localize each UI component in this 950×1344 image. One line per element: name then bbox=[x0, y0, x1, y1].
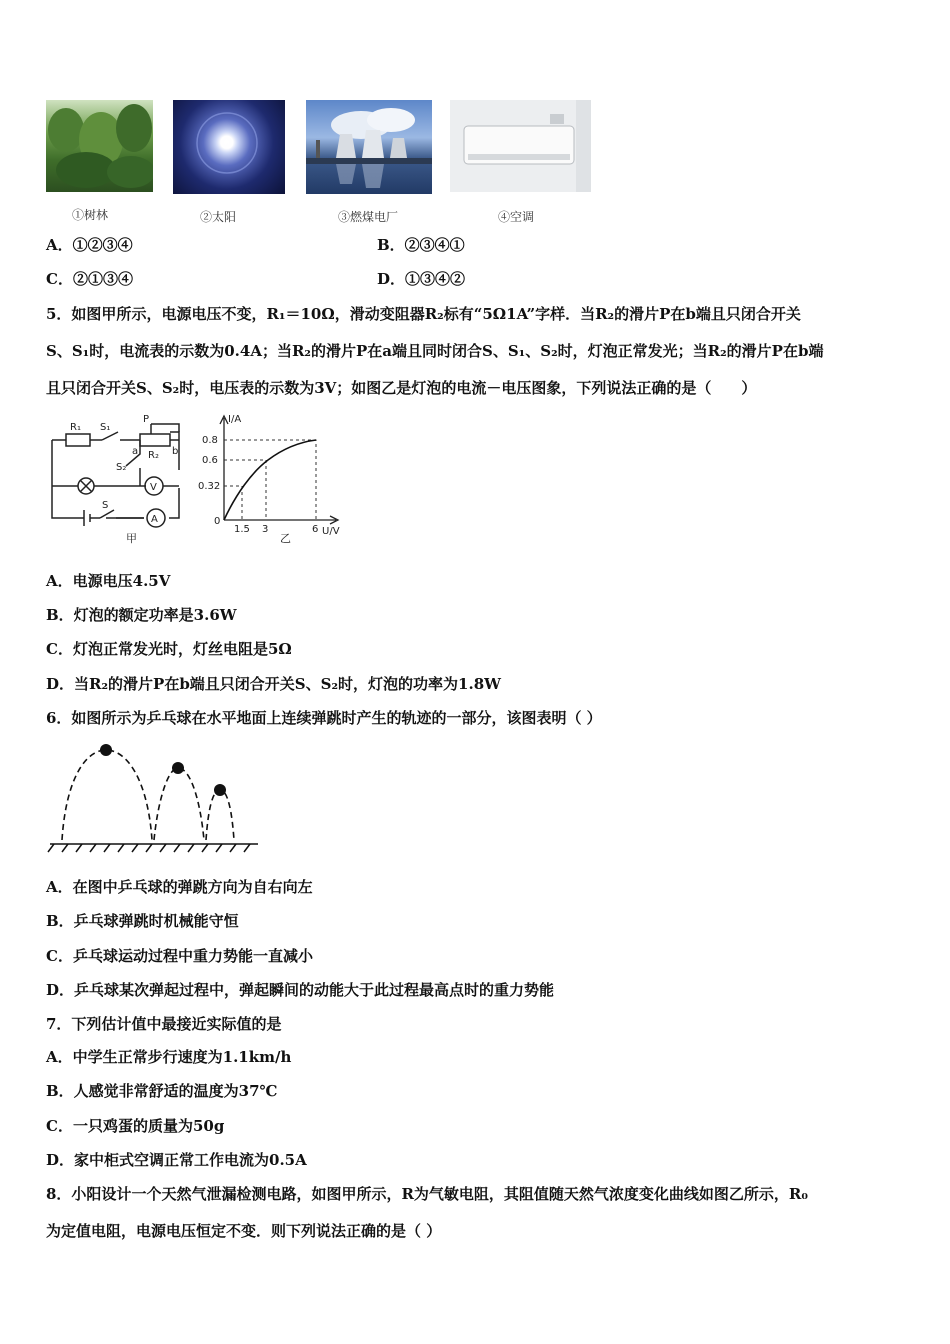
q8-stem-line-2: 为定值电阻，电源电压恒定不变．则下列说法正确的是（ ） bbox=[46, 1222, 442, 1240]
q5-option-b: B．灯泡的额定功率是3.6W bbox=[46, 606, 237, 624]
air-conditioner-photo bbox=[450, 100, 591, 192]
label-a: a bbox=[132, 446, 139, 457]
sun-photo bbox=[173, 100, 285, 194]
ground-icon bbox=[48, 844, 258, 852]
image-caption-4: ④空调 bbox=[498, 210, 535, 224]
xtick-1.5: 1.5 bbox=[234, 524, 250, 535]
label-s2: S₂ bbox=[116, 462, 127, 473]
q4-option-c: C．②①③④ bbox=[46, 270, 133, 288]
image-caption-3: ③燃煤电厂 bbox=[338, 210, 399, 224]
q6-option-a: A．在图中乒乓球的弹跳方向为自右向左 bbox=[46, 878, 313, 896]
label-s: S bbox=[102, 500, 109, 511]
ammeter-symbol: A bbox=[151, 514, 158, 525]
q6-stem: 6．如图所示为乒乓球在水平地面上连续弹跳时产生的轨迹的一部分，该图表明（ ） bbox=[46, 709, 602, 727]
q8-stem-line-1: 8．小阳设计一个天然气泄漏检测电路，如图甲所示，R为气敏电阻，其阻值随天然气浓度变化曲线如图乙所示，R₀ bbox=[46, 1185, 808, 1203]
label-b: b bbox=[172, 446, 179, 457]
ball-2-icon bbox=[172, 762, 184, 774]
graph-origin: 0 bbox=[214, 516, 221, 527]
graph-caption: 乙 bbox=[280, 532, 291, 545]
ytick-0.6: 0.6 bbox=[202, 455, 218, 466]
q7-option-d: D．家中柜式空调正常工作电流为0.5A bbox=[46, 1151, 307, 1169]
bounce-diagram bbox=[44, 738, 264, 854]
ball-3-icon bbox=[214, 784, 226, 796]
ytick-0.32: 0.32 bbox=[198, 481, 221, 492]
q7-option-a: A．中学生正常步行速度为1.1km/h bbox=[46, 1048, 292, 1066]
graph-ylabel: I/A bbox=[228, 414, 242, 425]
graph-xlabel: U/V bbox=[322, 526, 340, 537]
forest-icon bbox=[46, 100, 153, 192]
q4-option-d: D．①③④② bbox=[377, 270, 466, 288]
q7-option-c: C．一只鸡蛋的质量为50g bbox=[46, 1117, 225, 1135]
q5-stem-line-2: S、S₁时，电流表的示数为0.4A；当R₂的滑片P在a端且同时闭合S、S₁、S₂时，灯泡正常发光；当R₂的滑片P在b端 bbox=[46, 342, 824, 360]
image-caption-1: ①树林 bbox=[72, 208, 109, 222]
q6-option-c: C．乒乓球运动过程中重力势能一直减小 bbox=[46, 947, 313, 965]
label-r1: R₁ bbox=[70, 422, 81, 433]
circuit-diagram bbox=[44, 410, 192, 548]
label-r2: R₂ bbox=[148, 450, 159, 461]
q6-option-b: B．乒乓球弹跳时机械能守恒 bbox=[46, 912, 239, 930]
q7-option-b: B．人感觉非常舒适的温度为37℃ bbox=[46, 1082, 278, 1100]
q5-stem-line-1: 5．如图甲所示，电源电压不变，R₁＝10Ω，滑动变阻器R₂标有“5Ω1A”字样．当R₂的滑片P在b端且只闭合开关 bbox=[46, 305, 801, 323]
label-p: P bbox=[143, 414, 150, 425]
ball-1-icon bbox=[100, 744, 112, 756]
power-plant-photo bbox=[306, 100, 432, 194]
q5-option-d: D．当R₂的滑片P在b端且只闭合开关S、S₂时，灯泡的功率为1.8W bbox=[46, 675, 501, 693]
q7-stem: 7．下列估计值中最接近实际值的是 bbox=[46, 1015, 282, 1033]
label-s1: S₁ bbox=[100, 422, 111, 433]
ytick-0.8: 0.8 bbox=[202, 435, 218, 446]
image-caption-2: ②太阳 bbox=[200, 210, 237, 224]
q5-stem-line-3: 且只闭合开关S、S₂时，电压表的示数为3V；如图乙是灯泡的电流－电压图象，下列说法正确的是（ ） bbox=[46, 379, 757, 397]
factory-icon bbox=[306, 100, 432, 194]
sun-icon bbox=[173, 100, 285, 194]
voltmeter-symbol: V bbox=[150, 482, 157, 493]
xtick-6: 6 bbox=[312, 524, 319, 535]
xtick-3: 3 bbox=[262, 524, 269, 535]
q6-option-d: D．乒乓球某次弹起过程中，弹起瞬间的动能大于此过程最高点时的重力势能 bbox=[46, 981, 555, 999]
forest-photo bbox=[46, 100, 153, 192]
q4-option-b: B．②③④① bbox=[377, 236, 465, 254]
circuit-caption: 甲 bbox=[126, 532, 137, 545]
q5-option-c: C．灯泡正常发光时，灯丝电阻是5Ω bbox=[46, 640, 292, 658]
q4-option-a: A．①②③④ bbox=[46, 236, 133, 254]
q5-option-a: A．电源电压4.5V bbox=[46, 572, 171, 590]
iu-graph bbox=[196, 408, 356, 550]
air-conditioner-icon bbox=[450, 100, 591, 192]
